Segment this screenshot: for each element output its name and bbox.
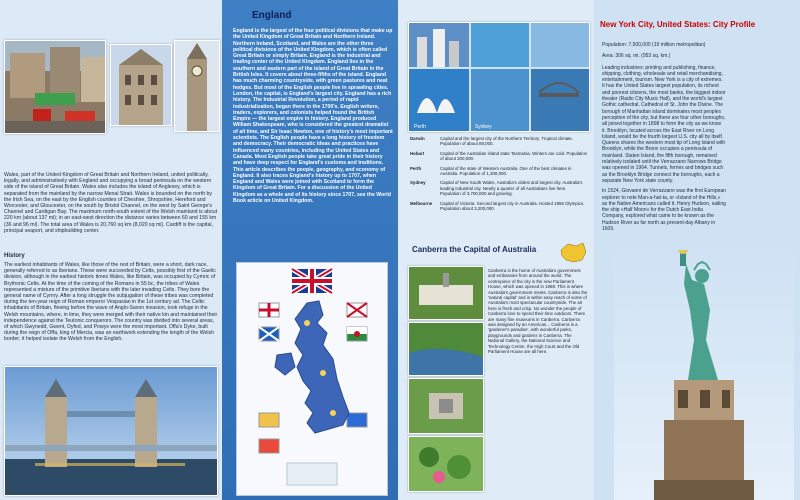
city-row: [410, 180, 588, 196]
uk-map-illustration: [237, 263, 387, 495]
canberra-title: Canberra the Capital of Australia: [412, 245, 537, 254]
city-row: [410, 151, 588, 162]
city-text: Capital of the Australian island state Tasmania. Winters are cold. Population of about 200,000.: [440, 150, 588, 162]
city-list: [410, 136, 588, 215]
city-aerial-photo: [408, 378, 484, 434]
newyork-text-block: [602, 42, 794, 232]
newyork-history: In 1524, Giovanni de Verrazzano was the first European explorer to note Man-a-hat-ta, or «Island of the Hills,» as the Native Americans called it. Henry Hudson, sailing the ship «Half Moon» for the Dutch East India Company, explored what came to be known as the Hudson River as far north as present-day Albany in 1609.: [602, 188, 726, 233]
city-text: Capital of New South Wales, Australia's oldest and largest city. Australia's leading industrial city. Nearly a quarter of all Australians live here. Population of 3,700,000 and growing.: [440, 180, 583, 197]
newyork-area: Area: 306 sq. mi. (953 sq. km.): [602, 53, 671, 60]
garden-photo: [408, 436, 484, 492]
perth-caption: Perth: [414, 124, 426, 130]
australia-collage-photo: [408, 22, 590, 132]
newyork-body: Leading industries: printing and publishing, finance, shipping, clothing, wholesale and retail merchandising, entertainment, tourism. New York is a city of extremes. It has the United States largest population, its richest and poorest citizens, the most banks, the biggest indoor theater (Radio City Music Hall), and the world's largest Gothic cathedral, Cathedral of St. John the Divine. The borough of Manhattan island dominates most peoples perception of the city, but there are four other boroughs, all joined together in 1898 to form the city as we know it. Brooklyn, located across the East River on Long Island, would be the fourth largest U.S. city all by itself. Queens shares the western most tip of Long Island with Brooklyn, while the Bronx occupies a peninsula of mainland. Staten Island, the fifth borough, remained relatively isolated until the Verrazzano Narrows Bridge was opened in 1964. Tunnels, ferries and bridges such as the Brooklyn Bridge connect the boroughs, each a separate New York state county.: [602, 64, 726, 184]
uk-map-card: [236, 262, 388, 496]
tower-photo: [174, 40, 220, 132]
city-text: Capital and the largest city of the Northern Territory. Tropical climate. Population of about 88,000.: [440, 136, 574, 147]
uk-map-shape: [275, 301, 349, 433]
london-street-photo: [4, 40, 106, 134]
city-row: [410, 166, 588, 177]
canberra-body-text: Canberra is the home of Australia's government and embassies from around the world. The centrepiece of the city is the new Parliament House, which was opened in 1988. This is where Australia's government meets. Canberra is also the 'natural capital' and is within easy reach of some of Australia's most spectacular countryside. The air here is fresh and crisp. No wonder the people of Canberra love to spend their time outdoors. There are many fine museums in Canberra. Canberra was designed by an American... Canberra is a 'gardener's paradise', with wonderful parks, playgrounds and gardens in Canberra. The National Gallery, the National Science and Technology Centre, the High Court and the Old Parliament House are all here.: [488, 268, 588, 355]
newyork-population: Population: 7,500,000 (19 million metropolitan): [602, 42, 706, 48]
city-row: [410, 201, 588, 212]
australia-map-icon: [558, 240, 588, 271]
city-name: Melbourne: [410, 200, 433, 206]
wales-intro-text: Wales, part of the United Kingdom of Great Britain and Northern Ireland, united politically, legally, and administratively with England and occupying a broad peninsula on the western side of the island of Great Britain. Wales also includes the island of Anglesey, which is separated from the mainland by the narrow Menai Strait. Wales is bounded on the north by the Irish Sea, on the east by the English counties of Cheshire, Shropshire, Hereford and Worcester, and Gloucester, on the south by Bristol Channel, on the west by Saint George's Channel and Cardigan Bay. The maximum north-south extent of the Welsh mainland is about 220 km (about 137 mi); in an east-west direction the distance varies between 60 and 155 km (36 and 96 mi). The total area of Wales is 20,760 sq km (8,020 sq mi). Cardiff is the capital, principal seaport, and shipbuilding center.: [4, 172, 218, 234]
union-jack-flag-icon: [292, 269, 332, 293]
statue-of-liberty-photo: [614, 250, 794, 500]
city-name: Perth: [410, 165, 422, 171]
city-row: [410, 136, 588, 147]
lake-aerial-photo: [408, 322, 484, 376]
gothic-building-photo: [110, 44, 172, 126]
newyork-title: New York City, United States: City Profile: [600, 20, 756, 29]
city-text: Capital of Victoria. Second largest city in Australia. Hosted 1956 Olympics. Population about 3,200,000.: [440, 200, 585, 212]
city-text: Capital of the state of Western Australia. One of the best climates in Australia. Population of 1,300,000.: [440, 165, 572, 177]
sydney-caption: Sydney: [475, 124, 492, 130]
city-name: Darwin: [410, 136, 425, 141]
england-title: England: [252, 10, 292, 21]
tower-bridge-photo: [4, 366, 218, 496]
australia-panel: [398, 0, 594, 500]
wales-history-heading: History: [4, 253, 25, 259]
wales-history-text: The earliest inhabitants of Wales, like those of the rest of Britain, were a short, dark race, generally referred to as Iberians. These were succeeded by Celts, possibly first of the Gaelic division, although in the earliest historic times Wales, like Britain, was occupied by Cymric of Brythonic Celts. At the time of the coming of the Romans in 55 bc, the tribes of Wales represented a mixture of the primitive Iberians with the later invading Celts. They bore the general name of Cymry. After a long struggle the subjugation of these tribes was completed during the ten-year reign of Roman emperor Vespasian in the 1st century ad. The Celtic inhabitants of Britain, fleeing before the wave of Anglo-Saxon invasion, took refuge in the Welsh mountains, where, in time, they were merged with their native kin and maintained their independence against the Teutonic conquerors. The country was divided into several areas, of which Gwynedd, Gwent, Dyfed, and Powys were the most important. Offa's Dyke, built during the reign of Offa, king of Mercia, was an earthwork extending the length of the Welsh border; it helped isolate the Welsh from the English.: [4, 262, 218, 343]
city-name: Sydney: [410, 180, 426, 186]
wales-panel: [0, 0, 222, 500]
city-name: Hobart: [410, 150, 425, 156]
england-body-text: England is the largest of the four political divisions that make up the United Kingdom of Great Britain and Northern Ireland. Northern Ireland, Scotland, and Wales are the other three political divisions of the United Kingdom, which is often called Great Britain or simply Britain. England is the industrial and trading center of the United Kingdom. England lies in the southern and eastern part of the island of Great Britain in the British Isles. It covers about three-fifths of the island. England has much charming countryside, with green pastures and neat hedges. But most of the English people live in sprawling cities. London, the capital, is England's largest city. England has a rich history. The Industrial Revolution, a period of rapid industrialization, began there in the 1700's. English writers, traders, explorers, and colonists helped found the British Empire — the largest empire in history. England produced William Shakespeare, who is considered the greatest dramatist of all time, and Sir Isaac Newton, one of history's most important scientists. The English people have a long history of freedom and democracy. Their democratic ideas and practices have influenced many countries, including the United States and Canada. Most English people take great pride in their history and have deep respect for England's customs and traditions. This article describes the people, geography, and economy of England. It also traces England's history up to 1707, when England and Wales were joined with Scotland to form the Kingdom of Great Britain. For a discussion of the United Kingdom as a whole and of its history since 1707, see the World Book article on United Kingdom.: [233, 28, 393, 205]
parliament-house-photo: [408, 266, 484, 320]
